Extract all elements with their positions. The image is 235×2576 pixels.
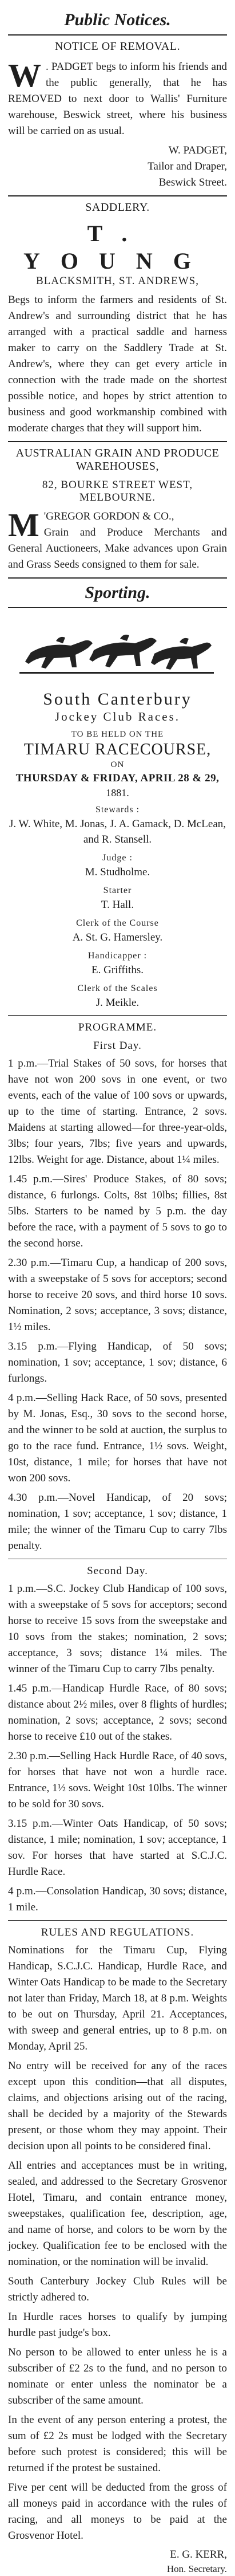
grain-address: 82, BOURKE STREET WEST, MELBOURNE. (42, 479, 193, 504)
official-names: J. Meikle. (95, 997, 140, 1009)
removal-text: . PADGET begs to inform his friends and the public generally, that he has REMOVED to next door to Wallis' Furniture warehouse, Beswick street, where his business will be carried on as usual. (8, 61, 227, 137)
saddlery-subname: BLACKSMITH, ST. ANDREWS, (36, 275, 199, 287)
grain-body: Make advances upon Grain and Grass Seeds consigned to them for sale. (8, 542, 227, 571)
rule-item: In the event of any person entering a protest, the sum of £2 2s must be lodged with the Secretary before such protest is considered; this will be returned if the protest be sustained. (8, 2414, 227, 2474)
sporting-section (8, 583, 227, 2576)
divider (8, 1920, 227, 1921)
officials-list (8, 805, 227, 1010)
official-role: Judge : (102, 853, 133, 863)
removal-heading: NOTICE OF REMOVAL. (54, 40, 181, 53)
removal-signature-role: Tailor and Draper, (148, 160, 227, 172)
official-names: M. Studholme. (85, 866, 150, 878)
grain-notice (8, 447, 227, 573)
race-item: 3.15 p.m.—Winter Oats Handicap, of 50 sovs; distance, 1 mile; nomination, 1 sov; acceptance, 1 sov. For horses that have started at S.C.J.C. Hurdle Race. (8, 1818, 227, 1878)
saddlery-body: Begs to inform the farmers and residents of St. Andrew's and surrounding district that he has arranged with a practical saddle and harness maker to carry on the Saddlery Trade at St. Andrew's, where they can get every article in connection with the trade made on the shortest possible notice, and hopes by strict attention to business and good workmanship combined with moderate charges that they will support him. (8, 294, 227, 434)
day1-races (8, 1056, 227, 1554)
race-item: 3.15 p.m.—Flying Handicap, of 50 sovs; nomination, 1 sov; acceptance, 1 sov; distance, 6 furlongs. (8, 1340, 227, 1385)
masthead: Public Notices. (64, 10, 171, 29)
race-item: 2.30 p.m.—Timaru Cup, a handicap of 200 sovs, with a sweepstake of 5 sovs for acceptors; second horse to receive 20 sovs, and third horse 10 sovs. Nomination, 2 sovs; acceptance, 3 sovs; distance, 1½ miles. (8, 1257, 227, 1333)
rule-item: All entries and acceptances must be in writing, sealed, and addressed to the Secretary Grosvenor Hotel, Timaru, and contain entrance money, sweepstakes, qualification fee, description, age, and name of horse, and colors to be worn by the jockey. Qualification fee to be enclosed with the nomination, or the nomination will be invalid. (8, 2160, 227, 2268)
divider (8, 34, 227, 36)
dates-text: THURSDAY & FRIDAY, APRIL 28 & 29, (15, 772, 220, 784)
secretary-role: Hon. Secretary. (166, 2563, 227, 2574)
sporting-title: Sporting. (85, 583, 150, 602)
race-item: 2.30 p.m.—Selling Hack Hurdle Race, of 40 sovs, for horses that have not won a hurdle race. Entrance, 1½ sovs. Weight 10st 10lbs. The winner to be sold for 30 sovs. (8, 1750, 227, 1810)
grain-dropcap: M (8, 506, 39, 544)
rules-list (8, 1942, 227, 2544)
rule-item: No person to be allowed to enter unless he is a subscriber of £2 2s to the fund, and no person to nominate or enter unless the nominator be a subscriber of the same amount. (8, 2346, 227, 2406)
race-item: 4.30 p.m.—Novel Handicap, of 20 sovs; nomination, 1 sov; acceptance, 1 sov; distance, 1 mile; the winner of the Timaru Cup to carry 7lbs penalty. (8, 1492, 227, 1552)
day2-heading: Second Day. (87, 1565, 148, 1577)
official-names: A. St. G. Hamersley. (72, 931, 163, 943)
on-text: ON (110, 760, 125, 769)
day2-races (8, 1581, 227, 1916)
rule-item: Nominations for the Timaru Cup, Flying Handicap, S.C.J.C. Handicap, Hurdle Race, and Winter Oats Handicap to be made to the Secretary not later than Friday, March 18, at 8 p.m. Weights to be out on Thursday, April 21. Acceptances, with sweep and general entries, up to 8 p.m. on Monday, April 25. (8, 1944, 227, 2052)
grain-firm-block (8, 506, 227, 573)
saddlery-heading: SADDLERY. (85, 201, 150, 214)
divider (8, 577, 227, 579)
venue-text: TIMARU RACECOURSE, (23, 741, 212, 758)
official-role: Handicapper : (87, 951, 148, 961)
ground-line (19, 672, 214, 674)
held-on-text: TO BE HELD ON THE (71, 730, 164, 739)
club-name-line1: South Canterbury (43, 690, 192, 709)
divider (8, 195, 227, 196)
race-item: 1 p.m.—S.C. Jockey Club Handicap of 100 sovs, with a sweepstake of 5 sovs for acceptors; second horse to receive 15 sovs from the sweepstake and 10 sovs from the stakes; nomination, 2 sovs; acceptance, 3 sovs; distance 1¼ miles. The winner of the Timaru Cup to carry 7lbs penalty. (8, 1583, 227, 1675)
grain-trade: Grain and Produce Merchants and General Auctioneers, (8, 526, 227, 554)
rule-item: Five per cent will be deducted from the gross of all moneys paid in accordance with the rules of racing, and all moneys to be paid at the Grosvenor Hotel. (8, 2481, 227, 2542)
rules-heading: RULES AND REGULATIONS. (41, 1926, 194, 1938)
rule-item: No entry will be received for any of the races except upon this condition—that all disputes, claims, and objections arising out of the racing, shall be decided by a majority of the Stewards present, or those whom they may appoint. Their decision upon all points to be considered final. (8, 2060, 227, 2152)
rule-item: South Canterbury Jockey Club Rules will be strictly adhered to. (8, 2275, 227, 2303)
grain-firm: 'GREGOR GORDON & CO., (43, 510, 174, 522)
removal-notice (8, 40, 227, 191)
race-item: 4 p.m.—Selling Hack Race, of 50 sovs, presented by M. Jonas, Esq., 30 sovs to the second horse, and the winner to be sold at auction, the surplus to go to the race fund. Entrance, 1½ sovs. Weight, 10st, distance, 1 mile; for horses that have not won 200 sovs. (8, 1392, 227, 1484)
removal-signature-address: Beswick Street. (158, 176, 227, 188)
race-item: 4 p.m.—Consolation Handicap, 30 sovs; distance, 1 mile. (8, 1885, 227, 1913)
saddlery-name: T. YOUNG (23, 221, 212, 274)
racehorses-illustration (8, 612, 227, 681)
saddlery-notice (8, 201, 227, 436)
official-role: Clerk of the Course (76, 918, 159, 928)
day1-heading: First Day. (93, 1040, 142, 1052)
year-text: 1881. (106, 787, 129, 799)
race-item: 1 p.m.—Trial Stakes of 50 sovs, for horses that have not won 200 sovs in one event, or two events, each of the value of 100 sovs or upwards, up to the time of starting. Entrance, 2 sovs. Maidens at starting allowed—for three-year-olds, 3lbs; four years, 7lbs; five years and upwards, 12lbs. Weight for age. Distance, about 1¼ miles. (8, 1057, 227, 1166)
divider (8, 1015, 227, 1016)
official-names: T. Hall. (101, 899, 134, 911)
club-name-line2: Jockey Club Races. (54, 710, 181, 723)
removal-signature-name: W. PADGET, (168, 144, 227, 156)
divider (8, 441, 227, 442)
race-item: 1.45 p.m.—Sires' Produce Stakes, of 80 sovs; distance, 6 furlongs. Colts, 8st 10lbs; fillies, 8st 5lbs. Starters to be named by 5 p.m. the day before the race, with a payment of 5 sovs to go to the second horse. (8, 1173, 227, 1249)
removal-dropcap: W (8, 57, 41, 94)
official-role: Clerk of the Scales (77, 984, 158, 993)
rule-item: In Hurdle races horses to qualify by jumping hurdle past judge's box. (8, 2311, 227, 2339)
programme-heading: PROGRAMME. (78, 1021, 157, 1033)
secretary-name: E. G. KERR, (170, 2549, 227, 2561)
grain-heading: AUSTRALIAN GRAIN AND PRODUCE WAREHOUSES, (15, 447, 220, 473)
official-names: E. Griffiths. (91, 964, 144, 976)
race-item: 1.45 p.m.—Handicap Hurdle Race, of 80 sovs; distance about 2½ miles, over 8 flights of hurdles; nomination, 2 sovs; acceptance, 2 sovs; second horse to receive £10 out of the stakes. (8, 1682, 227, 1743)
official-role: Starter (103, 886, 132, 895)
official-names: J. W. White, M. Jonas, J. A. Gamack, D. McLean, and R. Stansell. (9, 818, 226, 845)
removal-body (8, 59, 227, 139)
divider (8, 607, 227, 608)
official-role: Stewards : (95, 805, 140, 815)
